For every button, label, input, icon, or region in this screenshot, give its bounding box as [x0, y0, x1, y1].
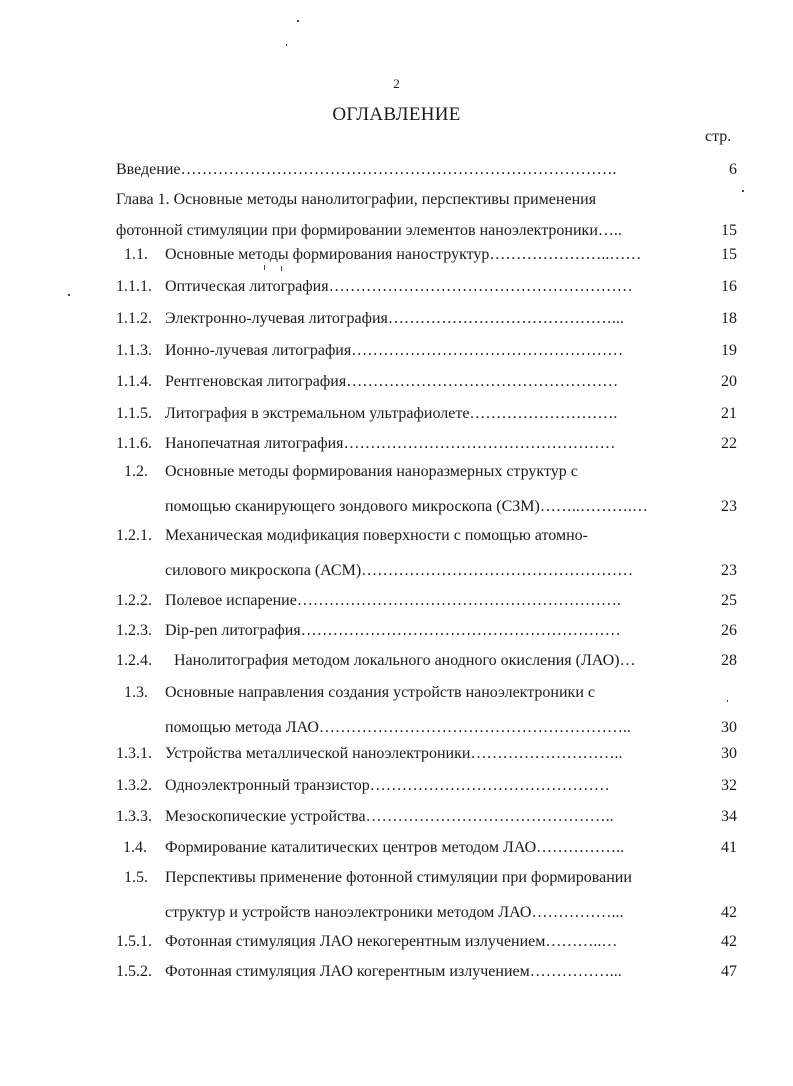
page-title: ОГЛАВЛЕНИЕ — [332, 104, 461, 125]
toc-entry-page: 15 — [721, 246, 737, 263]
toc-entry-number: 1.3.1. — [116, 745, 152, 762]
toc-entry-title: Мезоскопические устройства……………………………………….. — [165, 808, 614, 825]
toc-entry-title: Литография в экстремальном ультрафиолете………………………. — [165, 405, 618, 422]
toc-entry-number: 1.1.3. — [116, 342, 152, 359]
toc-entry-page: 25 — [721, 592, 737, 609]
toc-entry-page: 15 — [721, 222, 737, 239]
toc-entry-page: 16 — [721, 278, 737, 295]
scan-speck — [68, 294, 70, 296]
toc-entry-title: Основные направления создания устройств наноэлектроники с — [165, 684, 595, 701]
toc-entry-number: 1.1.5. — [116, 405, 152, 422]
toc-entry-title: Введение………………………………………………………………………. — [116, 161, 617, 178]
toc-entry-title-continued: силового микроскопа (АСМ)…………………………………………… — [165, 562, 634, 579]
toc-entry-page: 28 — [721, 652, 737, 669]
toc-entry-number: 1.3.3. — [116, 808, 152, 825]
toc-entry-title: Оптическая литография………………………………………………… — [165, 278, 633, 295]
scan-speck — [297, 20, 299, 22]
toc-entry-number: 1.2. — [124, 463, 148, 480]
scan-speck — [286, 44, 287, 46]
toc-entry-title: Перспективы применение фотонной стимуляции при формировании — [165, 869, 632, 886]
toc-entry-number: 1.3.2. — [116, 777, 152, 794]
toc-entry-page: 42 — [721, 904, 737, 921]
toc-entry-page: 23 — [721, 498, 737, 515]
toc-entry-number: 1.2.4. — [116, 652, 152, 669]
toc-entry-title: Одноэлектронный транзистор……………………………………… — [165, 777, 610, 794]
scan-speck — [281, 266, 282, 271]
toc-entry-page: 32 — [721, 777, 737, 794]
toc-entry-number: 1.1. — [124, 246, 148, 263]
page-number: 2 — [393, 76, 400, 91]
toc-entry-title: Рентгеновская литография…………………………………………… — [165, 373, 619, 390]
toc-entry-page: 47 — [721, 963, 737, 980]
toc-entry-title-continued: помощью сканирующего зондового микроскопа (СЗМ)……..……….… — [165, 498, 648, 515]
toc-entry-title: Глава 1. Основные методы нанолитографии, перспективы применения — [116, 191, 597, 208]
toc-entry-number: 1.2.3. — [116, 622, 152, 639]
toc-entry-page: 30 — [721, 719, 737, 736]
toc-entry-title: Ионно-лучевая литография…………………………………………… — [165, 342, 624, 359]
toc-entry-page: 23 — [721, 562, 737, 579]
toc-entry-page: 21 — [721, 405, 737, 422]
toc-entry-title: Основные методы формирования наноразмерных структур с — [165, 463, 578, 480]
toc-entry-page: 18 — [721, 310, 737, 327]
toc-entry-title: Нанолитография методом локального анодного окисления (ЛАО)… — [174, 652, 636, 669]
toc-entry-number: 1.1.6. — [116, 435, 152, 452]
toc-entry-number: 1.1.4. — [116, 373, 152, 390]
toc-entry-number: 1.1.2. — [116, 310, 152, 327]
toc-entry-page: 6 — [729, 161, 737, 178]
toc-entry-page: 19 — [721, 342, 737, 359]
toc-entry-page: 26 — [721, 622, 737, 639]
scan-speck — [727, 700, 728, 702]
scan-speck — [264, 265, 265, 270]
toc-entry-title: Нанопечатная литография…………………………………………… — [165, 435, 616, 452]
toc-entry-title: Механическая модификация поверхности с помощью атомно- — [165, 527, 588, 544]
toc-entry-title: Устройства металлической наноэлектроники……………………….. — [165, 745, 623, 762]
scan-speck — [742, 190, 744, 192]
toc-entry-title-continued: структур и устройств наноэлектроники методом ЛАО……………... — [165, 904, 624, 921]
page-column-label: стр. — [705, 128, 732, 145]
toc-entry-number: 1.3. — [124, 684, 148, 701]
toc-entry-number: 1.4. — [123, 839, 147, 856]
toc-entry-title-continued: помощью метода ЛАО………………………………………………….. — [165, 719, 631, 736]
toc-entry-title: Электронно-лучевая литография……………………………………... — [165, 310, 624, 327]
toc-entry-page: 20 — [721, 373, 737, 390]
toc-entry-title: Полевое испарение……………………………………………………. — [165, 592, 621, 609]
toc-entry-number: 1.5. — [124, 869, 148, 886]
toc-entry-title: Фотонная стимуляция ЛАО некогерентным излучением………..… — [165, 933, 618, 950]
toc-entry-page: 41 — [721, 839, 737, 856]
toc-entry-title-continued: фотонной стимуляции при формировании элементов наноэлектроники….. — [116, 222, 622, 239]
toc-entry-number: 1.1.1. — [116, 278, 152, 295]
toc-entry-page: 34 — [721, 808, 737, 825]
toc-entry-page: 42 — [721, 933, 737, 950]
toc-entry-title: Основные методы формирования наноструктур…………………..…… — [165, 246, 642, 263]
toc-entry-number: 1.5.1. — [116, 933, 152, 950]
toc-entry-number: 1.2.1. — [116, 527, 152, 544]
toc-entry-title: Dip-pen литография…………………………………………………… — [165, 622, 621, 639]
toc-entry-page: 22 — [721, 435, 737, 452]
toc-entry-number: 1.2.2. — [116, 592, 152, 609]
toc-entry-title: Формирование каталитических центров методом ЛАО…………….. — [165, 839, 625, 856]
toc-entry-title: Фотонная стимуляция ЛАО когерентным излучением……………... — [165, 963, 622, 980]
toc-entry-page: 30 — [721, 745, 737, 762]
toc-entry-number: 1.5.2. — [116, 963, 152, 980]
